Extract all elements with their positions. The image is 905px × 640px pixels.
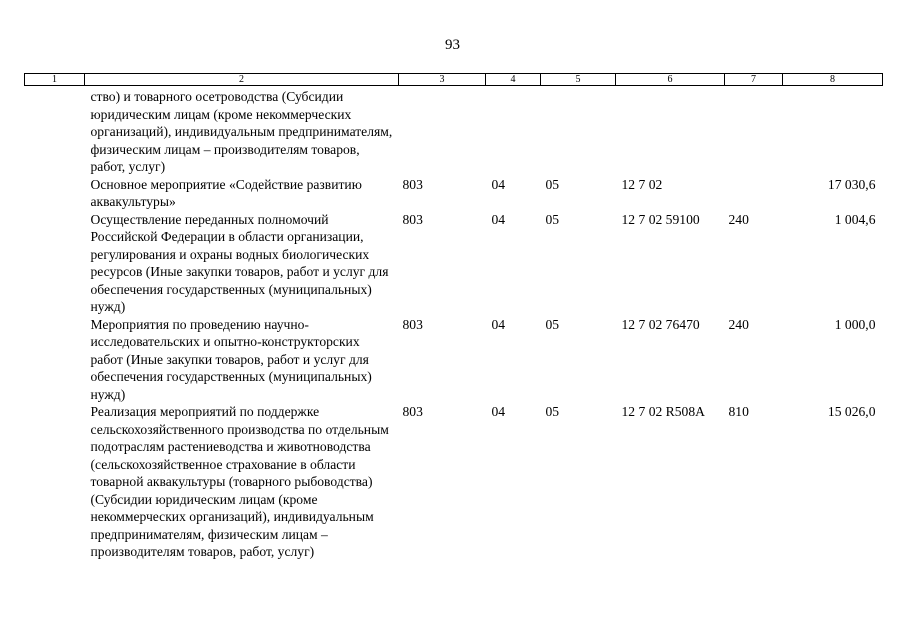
column-header-7: 7 [725, 74, 783, 86]
amount-cell [783, 86, 883, 176]
row-number-cell [25, 176, 85, 211]
ministry-code-cell: 803 [402, 316, 423, 332]
table-row [25, 211, 883, 316]
column-header-3: 3 [399, 74, 486, 86]
column-header-4: 4 [486, 74, 541, 86]
subsection-cell: 05 [545, 176, 560, 192]
amount-cell: 1 004,6 [834, 211, 876, 227]
table-row [25, 176, 883, 211]
subsection-cell: 05 [545, 211, 560, 227]
section-cell: 04 [491, 211, 506, 227]
column-header-6: 6 [616, 74, 725, 86]
section-cell [486, 86, 541, 176]
ministry-code-cell: 803 [402, 211, 423, 227]
amount-cell: 17 030,6 [827, 176, 876, 192]
ministry-code-cell [399, 86, 486, 176]
column-header-8: 8 [783, 74, 883, 86]
column-header-1: 1 [25, 74, 85, 86]
description-cell: Мероприятия по проведению научно-исследовательских и опытно-конструкторских работ (Иные закупки товаров, работ и услуг для обеспечения государственных (муниципальных) нужд) [90, 316, 372, 402]
target-article-cell: 12 7 02 R508A [621, 404, 705, 419]
subsection-cell: 05 [545, 404, 560, 419]
amount-cell: 1 000,0 [834, 316, 876, 332]
expense-type-cell: 810 [728, 404, 749, 419]
column-header-2: 2 [85, 74, 399, 86]
section-cell: 04 [491, 176, 506, 192]
expense-type-cell: 240 [728, 316, 749, 332]
expense-type-cell [725, 86, 783, 176]
subsection-cell: 05 [545, 316, 560, 332]
table-row [25, 86, 883, 176]
description-cell: Осуществление переданных полномочий Российской Федерации в области организации, регулирования и охраны водных биологических ресурсов (Иные закупки товаров, работ и услуг для обеспечения государственных (муниципальных) нужд) [90, 211, 389, 314]
table-row [25, 316, 883, 404]
expense-type-cell [725, 176, 783, 211]
header-row [25, 74, 883, 86]
description-cell: ство) и товарного осетроводства (Субсидии юридическим лицам (кроме некоммерческих организаций), индивидуальным предпринимателям, физическим лицам – производителям товаров, работ, услуг) [90, 89, 393, 174]
expense-type-cell: 240 [728, 211, 749, 227]
ministry-code-cell: 803 [402, 404, 423, 419]
row-number-cell [25, 211, 85, 316]
table-row [25, 403, 883, 561]
target-article-cell: 12 7 02 [621, 176, 663, 192]
budget-table [24, 73, 883, 561]
row-number-cell [25, 403, 85, 561]
description-cell: Основное мероприятие «Содействие развитию аквакультуры» [90, 176, 362, 209]
target-article-cell: 12 7 02 59100 [621, 211, 700, 227]
section-cell: 04 [491, 316, 506, 332]
subsection-cell [541, 86, 616, 176]
amount-cell: 15 026,0 [827, 404, 876, 419]
row-number-cell [25, 316, 85, 404]
ministry-code-cell: 803 [402, 176, 423, 192]
target-article-cell [616, 86, 725, 176]
row-number-cell [25, 86, 85, 176]
target-article-cell: 12 7 02 76470 [621, 316, 700, 332]
page-number: 93 [445, 37, 460, 53]
section-cell: 04 [491, 404, 506, 419]
description-cell: Реализация мероприятий по поддержке сельскохозяйственного производства по отдельным подотраслям растениеводства и животноводства (сельскохозяйственное страхование в области товарной аквакультуры (товарного рыбоводства) (Субсидии юридическим лицам (кроме некоммерческих организаций), индивидуальным предпринимателям, физическим лицам – производителям товаров, работ, услуг) [90, 404, 389, 559]
column-header-5: 5 [541, 74, 616, 86]
